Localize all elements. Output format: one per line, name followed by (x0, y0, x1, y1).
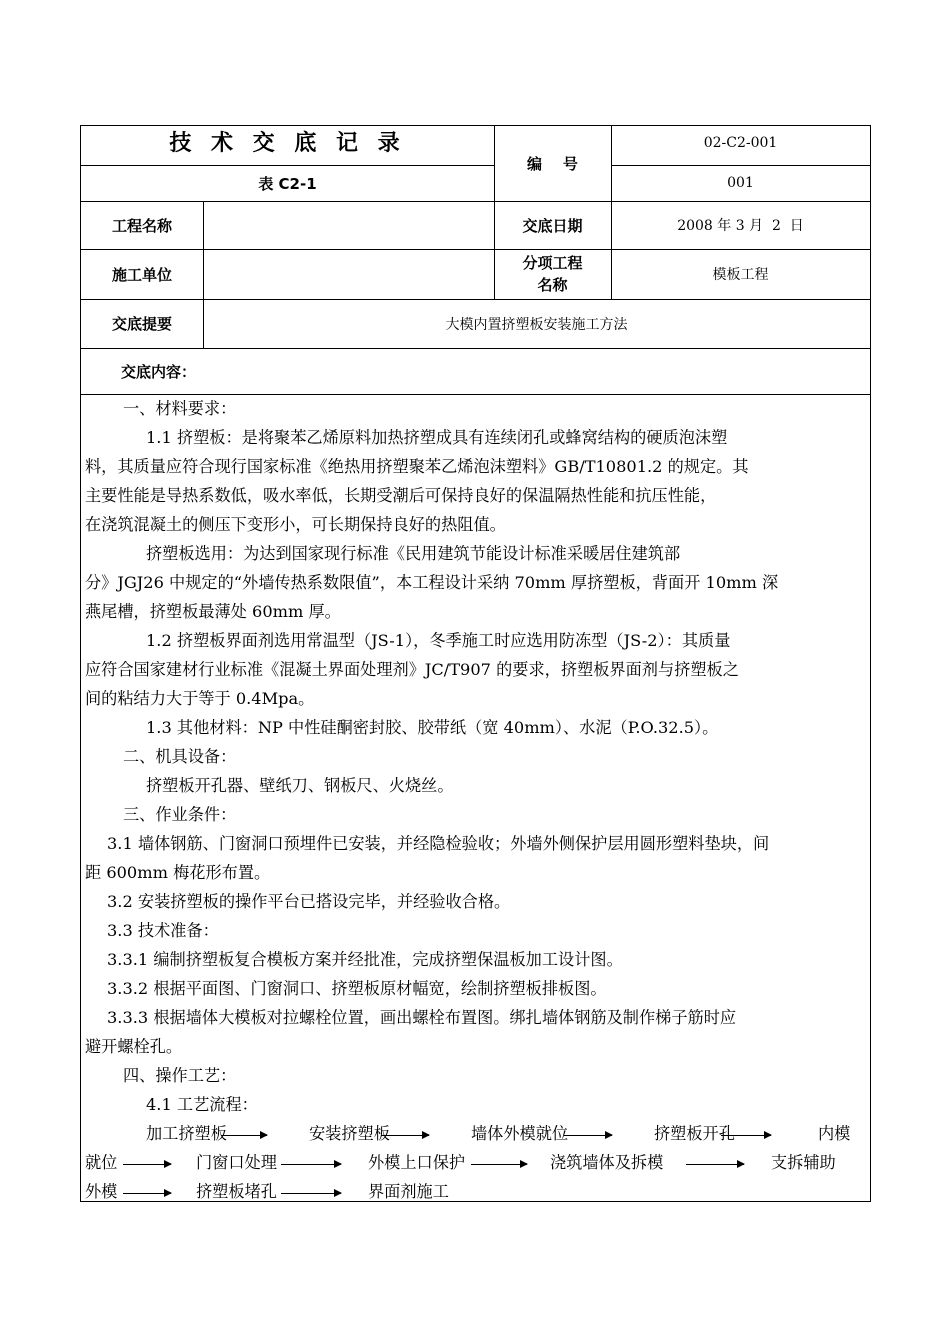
flow-step: 安装挤塑板 (309, 1124, 390, 1143)
contractor-value (203, 249, 494, 299)
content-line: 分》JGJ26 中规定的“外墙传热系数限值”，本工程设计采纳 70mm 厚挤塑板，背面开 10mm 深 (85, 573, 779, 592)
flow-step: 外模上口保护 (368, 1153, 466, 1172)
content-line: 一、材料要求： (123, 399, 237, 418)
form-title: 技 术 交 底 记 录 (169, 130, 406, 156)
content-line: 3.1 墙体钢筋、门窗洞口预埋件已安装，并经隐检验收；外墙外侧保护层用圆形塑料垫块，间 (107, 834, 770, 853)
content-line: 4.1 工艺流程： (146, 1095, 258, 1114)
flow-step: 支拆辅助 (771, 1153, 836, 1172)
flow-arrow (564, 1135, 612, 1136)
content-line: 二、机具设备： (123, 747, 237, 766)
subproject-label-line-2: 名称 (537, 276, 568, 294)
content-line: 3.3 技术准备： (107, 921, 219, 940)
content-line: 三、作业条件： (123, 805, 237, 824)
flow-step: 浇筑墙体及拆模 (550, 1153, 664, 1172)
date-label: 交底日期 (522, 216, 583, 235)
flow-arrow (686, 1164, 744, 1165)
flow-step: 墙体外模就位 (471, 1124, 569, 1143)
flow-arrow (123, 1164, 171, 1165)
subproject-label (494, 249, 611, 299)
flow-step: 就位 (85, 1153, 118, 1172)
flow-arrow (281, 1164, 341, 1165)
content-line: 间的粘结力大于等于 0.4Mpa。 (85, 689, 315, 708)
content-line: 主要性能是导热系数低，吸水率低，长期受潮后可保持良好的保温隔热性能和抗压性能， (85, 486, 717, 505)
flow-arrow (471, 1164, 527, 1165)
content-line: 在浇筑混凝土的侧压下变形小，可长期保持良好的热阻值。 (85, 515, 506, 534)
flow-arrow (721, 1135, 771, 1136)
content-line: 1.2 挤塑板界面剂选用常温型（JS-1），冬季施工时应选用防冻型（JS-2）：其质量 (146, 631, 731, 650)
flow-step: 挤塑板开孔 (654, 1124, 735, 1143)
flow-arrow (281, 1193, 341, 1194)
content-line: 应符合国家建材行业标准《混凝土界面处理剂》JC/T907 的要求，挤塑板界面剂与挤塑板之 (85, 660, 739, 679)
content-label: 交底内容： (121, 362, 197, 381)
content-line: 3.2 安装挤塑板的操作平台已搭设完毕，并经验收合格。 (107, 892, 511, 911)
flow-arrow (381, 1135, 429, 1136)
summary-label: 交底提要 (111, 315, 172, 333)
number-value-1: 02-C2-001 (703, 134, 778, 151)
flow-arrow (123, 1193, 171, 1194)
flow-step: 外模 (85, 1182, 118, 1201)
number-value-2: 001 (727, 175, 754, 191)
content-line: 1.3 其他材料：NP 中性硅酮密封胶、胶带纸（宽 40mm）、水泥（P.O.32.5）。 (146, 718, 719, 737)
content-line: 料，其质量应符合现行国家标准《绝热用挤塑聚苯乙烯泡沫塑料》GB/T10801.2 的规定。其 (85, 457, 749, 476)
flow-step: 界面剂施工 (368, 1182, 449, 1201)
project-name-label: 工程名称 (111, 216, 172, 235)
date-value: 2008 年 3 月 2 日 (677, 218, 804, 234)
content-line: 四、操作工艺： (123, 1066, 237, 1085)
flow-step: 挤塑板堵孔 (196, 1182, 277, 1201)
project-name-value (203, 201, 494, 249)
content-line: 挤塑板开孔器、壁纸刀、钢板尺、火烧丝。 (146, 776, 454, 795)
disclosure-form (80, 125, 871, 1202)
subproject-value: 模板工程 (712, 267, 769, 283)
form-code: 表 C2-1 (258, 174, 317, 193)
subproject-label-line-1: 分项工程 (522, 254, 583, 272)
flow-arrow (221, 1135, 267, 1136)
flow-step: 门窗口处理 (196, 1153, 277, 1172)
flow-step: 内模 (818, 1124, 851, 1143)
grid-line (81, 348, 870, 349)
content-line: 避开螺栓孔。 (85, 1037, 183, 1056)
contractor-label: 施工单位 (111, 265, 172, 284)
flow-step: 加工挤塑板 (146, 1124, 227, 1143)
content-line: 1.1 挤塑板：是将聚苯乙烯原料加热挤塑成具有连续闭孔或蜂窝结构的硬质泡沫塑 (146, 428, 728, 447)
content-line: 燕尾槽，挤塑板最薄处 60mm 厚。 (85, 602, 341, 621)
content-line: 3.3.2 根据平面图、门窗洞口、挤塑板原材幅宽，绘制挤塑板排板图。 (107, 979, 607, 998)
content-line: 距 600mm 梅花形布置。 (85, 863, 271, 882)
content-line: 3.3.1 编制挤塑板复合模板方案并经批准，完成挤塑保温板加工设计图。 (107, 950, 623, 969)
content-line: 3.3.3 根据墙体大模板对拉螺栓位置，画出螺栓布置图。绑扎墙体钢筋及制作梯子筋时应 (107, 1008, 737, 1027)
summary-value: 大模内置挤塑板安装施工方法 (445, 316, 628, 333)
content-line: 挤塑板选用：为达到国家现行标准《民用建筑节能设计标准采暖居住建筑部 (146, 544, 681, 563)
number-label: 编 号 (527, 155, 578, 173)
